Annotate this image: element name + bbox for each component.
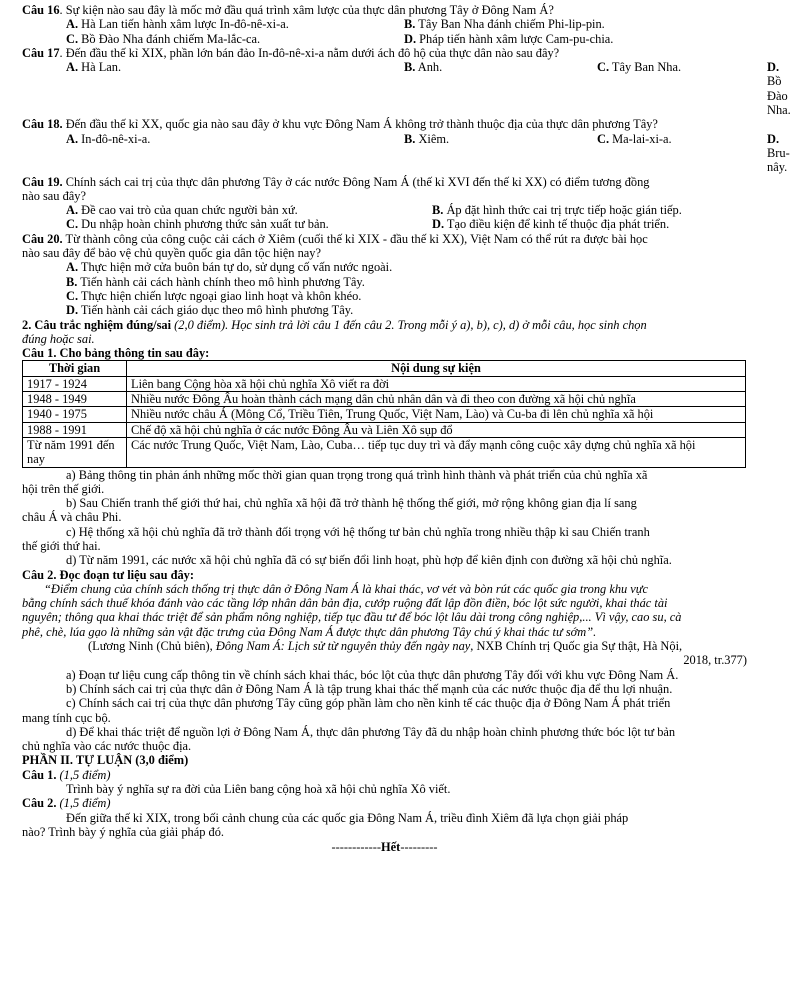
section-2-heading bbox=[22, 318, 747, 332]
question-18 bbox=[22, 117, 747, 131]
statement-d-cont: chủ nghĩa vào các nước thuộc địa. bbox=[22, 739, 192, 754]
source-reference: (Lương Ninh (Chủ biên), Đông Nam Á: Lịch sử từ nguyên thủy đến ngày nay, NXB Chính trị Quốc gia Sự thật, Hà Nội, bbox=[88, 639, 683, 654]
col-content-header: Nội dung sự kiện bbox=[127, 361, 746, 376]
table-header-row bbox=[23, 361, 746, 376]
statement-c-cont: thế giới thứ hai. bbox=[22, 538, 101, 553]
option-a[interactable]: A. Thực hiện mở cửa buôn bán tự do, sử dụng cố vấn nước ngoài. bbox=[66, 260, 393, 275]
question-19-options bbox=[22, 203, 747, 232]
question-text: Từ thành công của công cuộc cải cách ở Xiêm (cuối thế kỉ XIX - đầu thế kỉ XX), Việt Nam có thể rút ra được bài học bbox=[62, 231, 648, 246]
option-c[interactable]: C. Ma-lai-xi-a. bbox=[597, 131, 672, 146]
question-16 bbox=[22, 3, 747, 17]
option-a[interactable]: A. Hà Lan. bbox=[66, 60, 122, 75]
option-c[interactable]: C. Thực hiện chiến lược ngoại giao linh hoạt và khôn khéo. bbox=[66, 288, 362, 303]
essay-question-2-text: Đến giữa thế kỉ XIX, trong bối cảnh chung của các quốc gia Đông Nam Á, triều đình Xiêm đã lựa chọn giải pháp bbox=[66, 810, 629, 825]
table-row: 1940 - 1975 Nhiều nước châu Á (Mông Cổ, Triều Tiên, Trung Quốc, Việt Nam, Lào) và Cu-ba đi lên chủ nghĩa xã hội bbox=[23, 407, 746, 422]
statement-c[interactable]: c) Chính sách cai trị của thực dân phương Tây cũng góp phần làm cho nền kinh tế các thuộc địa ở Đông Nam Á phát triển bbox=[66, 696, 671, 711]
option-a[interactable]: A. Đề cao vai trò của quan chức người bản xứ. bbox=[66, 203, 298, 218]
option-c[interactable]: C. Du nhập hoàn chỉnh phương thức sản xuất tư bản. bbox=[66, 217, 329, 232]
question-17 bbox=[22, 46, 747, 60]
option-a[interactable]: A. Hà Lan tiến hành xâm lược In-đô-nê-xi-a. bbox=[66, 17, 289, 32]
statement-b[interactable]: b) Chính sách cai trị của thực dân ở Đông Nam Á là tập trung khai thác thế mạnh của các nước thuộc địa để thu lợi nhuận. bbox=[66, 681, 673, 696]
tf-question-1-title: Câu 1. Cho bảng thông tin sau đây: bbox=[22, 346, 210, 361]
question-number: Câu 20. bbox=[22, 231, 63, 246]
question-20 bbox=[22, 232, 747, 246]
question-text-cont: nào sau đây? bbox=[22, 188, 86, 203]
question-number: Câu 18. bbox=[22, 117, 63, 132]
option-d[interactable]: D. Bru-nây. bbox=[767, 131, 790, 175]
question-number: Câu 17 bbox=[22, 45, 60, 60]
essay-question-1-text: Trình bày ý nghĩa sự ra đời của Liên bang cộng hoà xã hội chủ nghĩa Xô viết. bbox=[66, 782, 451, 797]
section-title: 2. Câu trắc nghiệm đúng/sai bbox=[22, 317, 172, 332]
option-c[interactable]: C. Tây Ban Nha. bbox=[597, 60, 682, 75]
table-row: 1948 - 1949 Nhiều nước Đông Âu hoàn thành cách mạng dân chủ nhân dân và đi theo con đường xã hội chủ nghĩa bbox=[23, 392, 746, 407]
statement-b[interactable]: b) Sau Chiến tranh thế giới thứ hai, chủ nghĩa xã hội đã trở thành hệ thống thế giới, mở rộng không gian địa lí sang bbox=[66, 496, 637, 511]
statement-c[interactable]: c) Hệ thống xã hội chủ nghĩa đã trở thành đối trọng với hệ thống tư bản chủ nghĩa trong nhiều thập kỉ sau Chiến tranh bbox=[66, 524, 650, 539]
option-d[interactable]: D. Tạo điều kiện để kinh tế thuộc địa phát triển. bbox=[432, 217, 670, 232]
statement-b-cont: châu Á và châu Phi. bbox=[22, 510, 122, 525]
quote-line-4: phê, chè, lúa gạo là những sản vật đặc trưng của Đông Nam Á được thực dân phương Tây chú ý khai thác tư sớm”. bbox=[22, 624, 597, 639]
quote-line-1: “Điểm chung của chính sách thống trị thực dân ở Đông Nam Á là khai thác, vơ vét và bòn rút các quốc gia trong khu vực bbox=[44, 581, 649, 596]
option-b[interactable]: B. Tiến hành cải cách hành chính theo mô hình phương Tây. bbox=[66, 274, 365, 289]
statement-d[interactable]: d) Từ năm 1991, các nước xã hội chủ nghĩa đã có sự biến đổi linh hoạt, phù hợp để kiên định con đường xã hội chủ nghĩa. bbox=[66, 553, 672, 568]
option-d[interactable]: D. Tiến hành cải cách giáo dục theo mô hình phương Tây. bbox=[66, 303, 354, 318]
option-b[interactable]: B. Xiêm. bbox=[404, 131, 450, 146]
option-b[interactable]: B. Tây Ban Nha đánh chiếm Phi-lip-pin. bbox=[404, 17, 605, 32]
events-table bbox=[22, 360, 746, 467]
section-note: (2,0 điểm). Học sinh trả lời câu 1 đến câu 2. Trong mỗi ý a), b), c), d) ở mỗi câu, học sinh chọn bbox=[171, 317, 647, 332]
statement-a[interactable]: a) Bảng thông tin phản ánh những mốc thời gian quan trọng trong quá trình hình thành và phát triển của chủ nghĩa xã bbox=[66, 467, 648, 482]
section-note-cont: đúng hoặc sai. bbox=[22, 331, 95, 346]
question-text-cont: nào sau đây để bảo vệ chủ quyền quốc gia dân tộc hiện nay? bbox=[22, 246, 321, 261]
question-text: Chính sách cai trị của thực dân phương Tây ở các nước Đông Nam Á (thế kỉ XVI đến thế kỉ XX) có điểm tương đồng bbox=[62, 174, 650, 189]
col-time-header: Thời gian bbox=[23, 361, 127, 376]
question-17-options bbox=[22, 60, 791, 118]
statement-d[interactable]: d) Để khai thác triệt để nguồn lợi ở Đông Nam Á, thực dân phương Tây đã du nhập hoàn chỉnh phương thức bóc lột tư bản bbox=[66, 724, 676, 739]
table-row: Từ năm 1991 đến nay Các nước Trung Quốc, Việt Nam, Lào, Cuba… tiếp tục duy trì và đẩy mạnh công cuộc xây dựng chủ nghĩa xã hội bbox=[23, 437, 746, 467]
question-number: Câu 16 bbox=[22, 3, 60, 17]
tf-question-2-title: Câu 2. Đọc đoạn tư liệu sau đây: bbox=[22, 567, 194, 582]
quote-line-3: nguyên; thông qua khai thác triệt để sản phẩm nông nghiệp, tiếp tục đầu tư để bóc lột lâu dài trong công nghiệp,... Vì vậy, cao su, cà bbox=[22, 610, 682, 625]
question-text: . Đến đầu thế kỉ XIX, phần lớn bán đảo In-đô-nê-xi-a nằm dưới ách đô hộ của thực dân nào sau đây? bbox=[59, 45, 560, 60]
statement-a-cont: hội trên thế giới. bbox=[22, 481, 105, 496]
quote-line-2: bằng chính sách thuế khóa đánh vào các tầng lớp nhân dân bản địa, cướp ruộng đất lập đồn điền, bóc lột sức người, khai thác tài bbox=[22, 596, 668, 611]
question-text: Đến đầu thế kỉ XX, quốc gia nào sau đây ở khu vực Đông Nam Á không trở thành thuộc địa của thực dân phương Tây? bbox=[62, 117, 658, 132]
question-16-options bbox=[22, 17, 747, 46]
end-marker: ------------Hết--------- bbox=[331, 840, 438, 855]
question-19 bbox=[22, 175, 747, 189]
statement-c-cont: mang tính cục bộ. bbox=[22, 710, 111, 725]
essay-question-1: Câu 1. (1,5 điểm) bbox=[22, 767, 111, 782]
part-2-heading: PHẦN II. TỰ LUẬN (3,0 điểm) bbox=[22, 753, 189, 768]
table-row: 1988 - 1991 Chế độ xã hội chủ nghĩa ở các nước Đông Âu và Liên Xô sụp đổ bbox=[23, 422, 746, 437]
option-d[interactable]: D. Pháp tiến hành xâm lược Cam-pu-chia. bbox=[404, 31, 614, 46]
source-reference-cont: 2018, tr.377) bbox=[683, 653, 747, 668]
book-title: Đông Nam Á: Lịch sử từ nguyên thủy đến ngày nay bbox=[215, 639, 471, 654]
option-a[interactable]: A. In-đô-nê-xi-a. bbox=[66, 131, 151, 146]
option-b[interactable]: B. Anh. bbox=[404, 60, 443, 75]
option-b[interactable]: B. Áp đặt hình thức cai trị trực tiếp hoặc gián tiếp. bbox=[432, 203, 682, 218]
option-c[interactable]: C. Bồ Đào Nha đánh chiếm Ma-lắc-ca. bbox=[66, 31, 261, 46]
question-text: . Sự kiện nào sau đây là mốc mở đầu quá trình xâm lược của thực dân phương Tây ở Đông Nam Á? bbox=[59, 3, 554, 17]
table-row: 1917 - 1924 Liên bang Cộng hòa xã hội chủ nghĩa Xô viết ra đời bbox=[23, 376, 746, 391]
essay-question-2: Câu 2. (1,5 điểm) bbox=[22, 796, 111, 811]
question-18-options bbox=[22, 131, 790, 175]
essay-question-2-text-cont: nào? Trình bày ý nghĩa của giải pháp đó. bbox=[22, 824, 225, 839]
statement-a[interactable]: a) Đoạn tư liệu cung cấp thông tin về chính sách khai thác, bóc lột của thực dân phương Tây đối với khu vực Đông Nam Á. bbox=[66, 667, 679, 682]
option-d[interactable]: D. Bồ Đào Nha. bbox=[767, 60, 791, 118]
question-number: Câu 19. bbox=[22, 174, 63, 189]
